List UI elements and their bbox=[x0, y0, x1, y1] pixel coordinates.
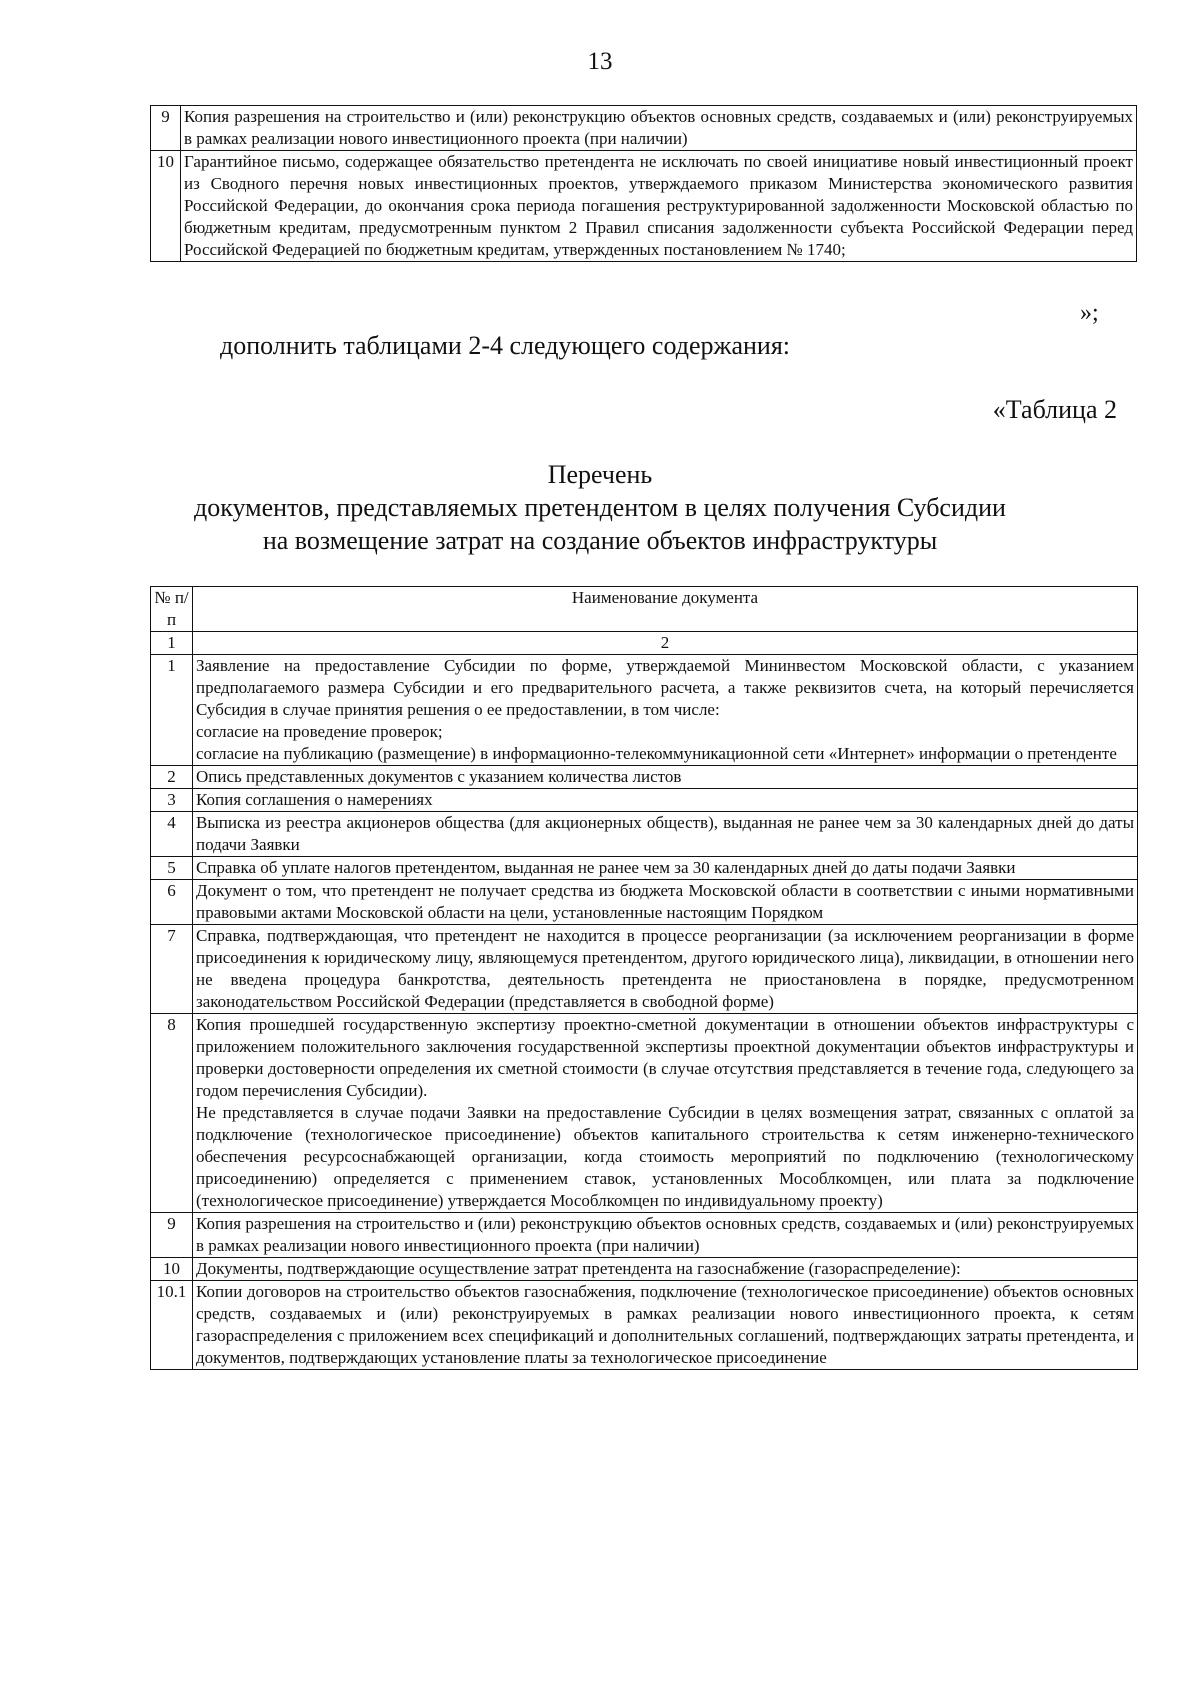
row-text: Заявление на предоставление Субсидии по форме, утверждаемой Мининвестом Московской области, с указанием предполагаемого размера Субсидии и его предварительного расчета, а также реквизитов счета, на который перечисляется Субсидия в случае принятия решения о ее предоставлении, в том числе: bbox=[196, 656, 1134, 719]
row-text: Копия прошедшей государственную экспертизу проектно-сметной документации в отношении объектов инфраструктуры с приложением положительного заключения государственной экспертизы проектной документации объектов инфраструктуры и проверки достоверности определения их сметной стоимости (в случае отсутствия представляется в течение года, следующего за годом перечисления Субсидии). bbox=[196, 1015, 1134, 1100]
table-row bbox=[151, 106, 1137, 151]
row-text: Копии договоров на строительство объектов газоснабжения, подключение (технологическое присоединение) объектов основных средств, создаваемых и (или) реконструируемых в рамках реализации нового инвестиционного проекта, к сетям газораспределения с приложением всех спецификаций и дополнительных соглашений, подтверждающих затраты претендента, и документов, подтверждающих установление платы за технологическое присоединение bbox=[193, 1281, 1138, 1370]
header-name: Наименование документа bbox=[193, 587, 1138, 632]
row-number: 10 bbox=[151, 151, 181, 262]
heading-line-3: на возмещение затрат на создание объектов инфраструктуры bbox=[262, 526, 938, 555]
table-row bbox=[151, 789, 1138, 812]
table-row bbox=[151, 880, 1138, 925]
table-row bbox=[151, 1281, 1138, 1370]
heading-line-1: Перечень bbox=[547, 460, 653, 489]
row-number: 3 bbox=[151, 789, 193, 812]
table-row bbox=[151, 1213, 1138, 1258]
row-text: Копия разрешения на строительство и (или) реконструкцию объектов основных средств, создаваемых и (или) реконструируемых в рамках реализации нового инвестиционного проекта (при наличии) bbox=[193, 1213, 1138, 1258]
row-number: 10 bbox=[151, 1258, 193, 1281]
intro-text: дополнить таблицами 2-4 следующего содержания: bbox=[220, 331, 791, 360]
row-text: Выписка из реестра акционеров общества (для акционерных обществ), выданная не ранее чем за 30 календарных дней до даты подачи Заявки bbox=[193, 812, 1138, 857]
row-text-extra: согласие на публикацию (размещение) в информационно-телекоммуникационной сети «Интернет» информации о претенденте bbox=[196, 744, 1117, 763]
row-text: Гарантийное письмо, содержащее обязательство претендента не исключать по своей инициативе новый инвестиционный проект из Сводного перечня новых инвестиционных проектов, утверждаемого приказом Министерства экономического развития Российской Федерации, до окончания срока периода погашения реструктурированной задолженности Московской областью по бюджетным кредитам, предусмотренным пунктом 2 Правил списания задолженности субъекта Российской Федерации перед Российской Федерацией по бюджетным кредитам, утвержденных постановлением № 1740; bbox=[181, 151, 1137, 262]
table-row bbox=[151, 1258, 1138, 1281]
row-number: 8 bbox=[151, 1014, 193, 1213]
table-index-row bbox=[151, 632, 1138, 655]
row-text: Копия разрешения на строительство и (или) реконструкцию объектов основных средств, создаваемых и (или) реконструируемых в рамках реализации нового инвестиционного проекта (при наличии) bbox=[181, 106, 1137, 151]
row-text: Справка, подтверждающая, что претендент не находится в процессе реорганизации (за исключением реорганизации в форме присоединения к юридическому лицу, являющемуся претендентом, другого юридического лица), ликвидации, в отношении него не введена процедура банкротства, деятельность претендента не приостановлена в порядке, предусмотренном законодательством Российской Федерации (представляется в свободной форме) bbox=[193, 925, 1138, 1014]
row-cell bbox=[193, 1014, 1138, 1213]
table-label: «Таблица 2 bbox=[992, 395, 1117, 424]
row-number: 4 bbox=[151, 812, 193, 857]
row-text-extra: Не представляется в случае подачи Заявки на предоставление Субсидии в целях возмещения затрат, связанных с оплатой за подключение (технологическое присоединение) объектов капитального строительства к сетям инженерно-технического обеспечения ресурсоснабжающей организации, когда стоимость мероприятий по подключению (технологическому присоединению) определяется с применением ставок, установленных Мособлкомцен, или плата за подключение (технологическое присоединение) утверждается Мособлкомцен по индивидуальному проекту) bbox=[196, 1103, 1134, 1210]
closing-quote: »; bbox=[1080, 300, 1099, 326]
page-number: 13 bbox=[587, 48, 613, 75]
table-row bbox=[151, 925, 1138, 1014]
index-number: 1 bbox=[151, 632, 193, 655]
row-text: Опись представленных документов с указанием количества листов bbox=[193, 766, 1138, 789]
row-number: 9 bbox=[151, 106, 181, 151]
row-cell bbox=[193, 655, 1138, 766]
row-number: 10.1 bbox=[151, 1281, 193, 1370]
row-number: 7 bbox=[151, 925, 193, 1014]
row-number: 1 bbox=[151, 655, 193, 766]
heading-line-2: документов, представляемых претендентом в целях получения Субсидии bbox=[194, 493, 1006, 522]
table-row bbox=[151, 151, 1137, 262]
row-number: 6 bbox=[151, 880, 193, 925]
row-number: 2 bbox=[151, 766, 193, 789]
document-heading bbox=[0, 458, 1200, 557]
row-text: Копия соглашения о намерениях bbox=[193, 789, 1138, 812]
header-number: № п/п bbox=[151, 587, 193, 632]
row-text: Документы, подтверждающие осуществление затрат претендента на газоснабжение (газораспределение): bbox=[193, 1258, 1138, 1281]
row-number: 5 bbox=[151, 857, 193, 880]
table-row bbox=[151, 1014, 1138, 1213]
row-number: 9 bbox=[151, 1213, 193, 1258]
previous-table bbox=[150, 105, 1137, 262]
row-text: Справка об уплате налогов претендентом, выданная не ранее чем за 30 календарных дней до даты подачи Заявки bbox=[193, 857, 1138, 880]
documents-table bbox=[150, 586, 1138, 1370]
table-row bbox=[151, 857, 1138, 880]
row-text-extra: согласие на проведение проверок; bbox=[196, 722, 443, 741]
row-text: Документ о том, что претендент не получает средства из бюджета Московской области в соответствии с иными нормативными правовыми актами Московской области на цели, установленные настоящим Порядком bbox=[193, 880, 1138, 925]
table-row bbox=[151, 766, 1138, 789]
table-header-row bbox=[151, 587, 1138, 632]
index-name: 2 bbox=[193, 632, 1138, 655]
table-row bbox=[151, 655, 1138, 766]
table-row bbox=[151, 812, 1138, 857]
